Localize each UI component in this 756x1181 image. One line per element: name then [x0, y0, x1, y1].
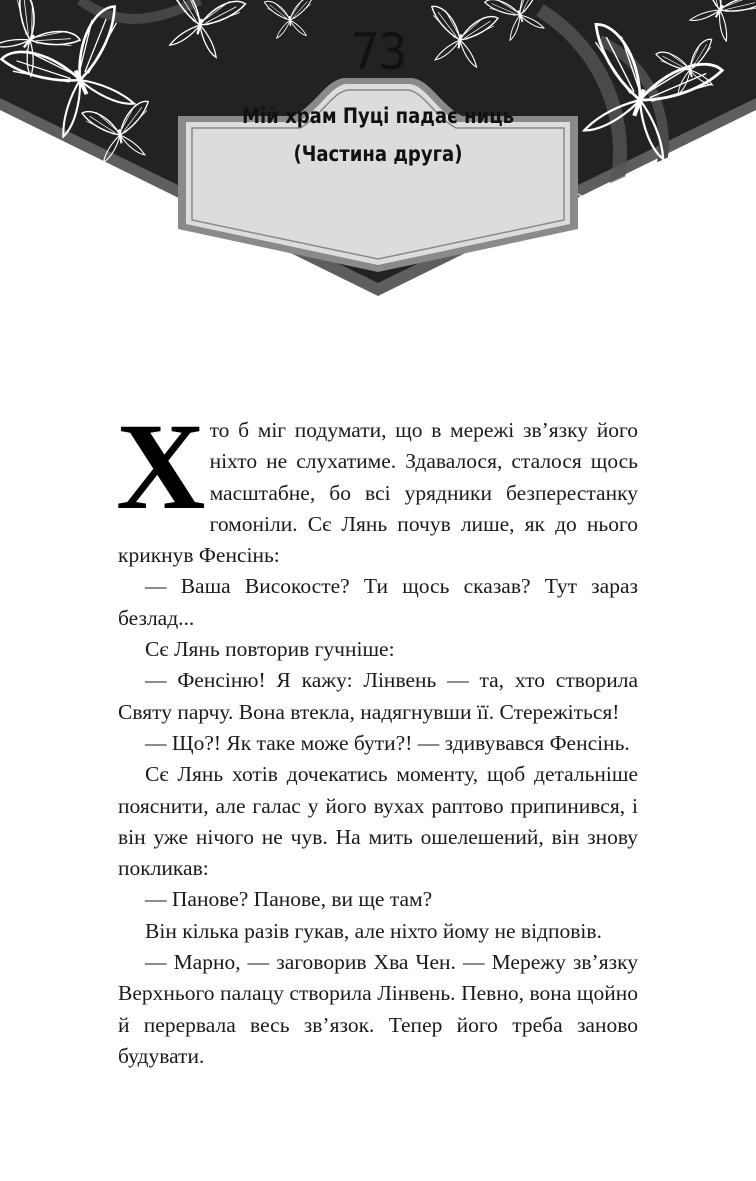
paragraph-7: — Панове? Панове, ви ще там?: [145, 887, 433, 912]
paragraph-8: Він кілька разів гукав, але ніхто йому не відповів.: [145, 918, 602, 943]
chapter-title: [216, 97, 539, 173]
paragraph-2: — Ваша Високосте? Ти щось сказав? Тут зараз безлад...: [118, 574, 638, 630]
chapter-title-line-2: (Частина друга): [293, 142, 463, 166]
chapter-body: [116, 398, 638, 1072]
paragraph-6: Сє Лянь хотів дочекатись моменту, щоб детальніше пояснити, але галас у його вухах раптово припинився, і він уже нічого не чув. На мить ошелешений, він знову покликав:: [118, 762, 638, 881]
drop-cap: Х: [116, 398, 206, 535]
paragraph-9: — Марно, — заговорив Хва Чен. — Мережу зв’язку Верхнього палацу створила Лінвень. Певно, вона щойно й перервала весь зв’язок. Тепер його треба заново будувати.: [118, 950, 638, 1068]
paragraph-1: [116, 398, 638, 571]
chapter-title-line-1: Мій храм Пуці падає ниць: [241, 104, 515, 128]
paragraph-text: то б міг подумати, що в мережі зв’язку його ніхто не слухатиме. Здавалося, сталося щось масштабне, бо всі урядники безперестанку гомоніли. Сє Лянь почув лише, як до нього крикнув Фенсінь:: [118, 418, 638, 568]
paragraph-5: — Що?! Як таке може бути?! — здивувався Фенсінь.: [145, 730, 630, 755]
paragraph-3: Сє Лянь повторив гучніше:: [145, 637, 395, 662]
chapter-number: 73: [350, 23, 406, 81]
paragraph-4: — Фенсіню! Я кажу: Лінвень — та, хто створила Святу парчу. Вона втекла, надягнувши її. Стережіться!: [118, 668, 638, 724]
